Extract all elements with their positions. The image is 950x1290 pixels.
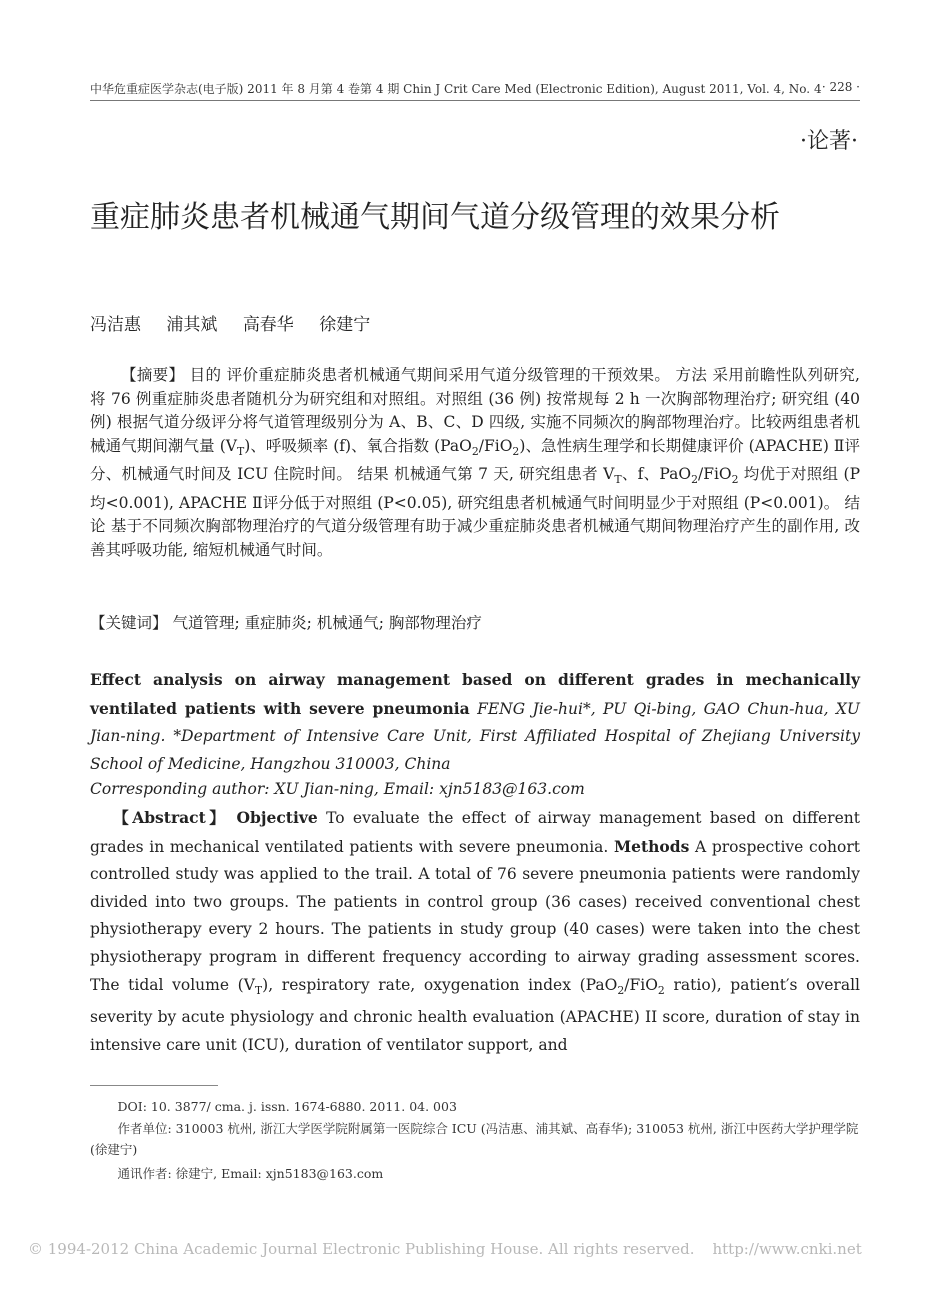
author-name: 浦其斌	[166, 315, 218, 335]
footnote-correspondence: 通讯作者: 徐建宁, Email: xjn5183@163.com	[117, 1166, 384, 1181]
english-title: Effect analysis on airway management based on different grades in mechanically ventilated patients with severe pneumonia	[90, 670, 860, 718]
methods-en-text: A prospective cohort controlled study was applied to the trail. A total of 76 severe pneumonia patients were randomly divided into two groups. The patients in control group (36 cases) received conventional chest physiotherapy every 2 hours. The patients in study group (40 cases) were taken into the chest physiotherapy program in different frequency according to airway grading assessment scores. The tidal volume (V	[90, 837, 860, 994]
conclusion-label: 结论	[90, 493, 860, 536]
footnote-rule	[90, 1085, 218, 1086]
keywords-label: 【关键词】	[90, 614, 168, 632]
subscript: 2	[617, 983, 625, 997]
keywords-zh	[90, 612, 860, 636]
running-head	[90, 80, 860, 97]
author-name: 高春华	[242, 315, 294, 335]
section-label: ·论著·	[800, 129, 858, 154]
author-list	[90, 310, 390, 335]
methods-en-text: ), respiratory rate, oxygenation index (PaO	[262, 975, 618, 994]
methods-en-label: Methods	[613, 836, 690, 856]
results-label: 结果	[357, 465, 389, 484]
abstract-en	[90, 804, 860, 1059]
results-text: 均优于对照组 (P 均<0.001), APACHE Ⅱ评分低于对照组 (P<0.05), 研究组患者机械通气时间明显少于对照组 (P<0.001)。	[90, 465, 860, 512]
article-title: 重症肺炎患者机械通气期间气道分级管理的效果分析	[90, 200, 780, 235]
english-title-block	[90, 666, 860, 778]
english-affiliation: *Department of Intensive Care Unit, First Affiliated Hospital of Zhejiang University School of Medicine, Hangzhou 310003, China	[90, 727, 860, 773]
objective-en-label: Objective	[236, 808, 318, 827]
methods-en-text: ratio), patient′s overall severity by acute physiology and chronic health evaluation (APACHE) II score, duration of stay in intensive care unit (ICU), duration of ventilator support, and	[90, 975, 860, 1054]
subscript: 2	[471, 444, 479, 458]
footnote-affiliation: 作者单位: 310003 杭州, 浙江大学医学院附属第一医院综合 ICU (冯洁惠、浦其斌、高春华); 310053 杭州, 浙江中医药大学护理学院 (徐建宁)	[90, 1121, 859, 1157]
abstract-en-label: 【Abstract】	[113, 808, 229, 827]
english-authors: FENG Jie-hui*, PU Qi-bing, GAO Chun-hua, XU Jian-ning.	[90, 699, 860, 746]
subscript: 2	[731, 473, 739, 487]
methods-text: 采用前瞻性队列研究, 将 76 例重症肺炎患者随机分为研究组和对照组。对照组 (36 例) 按常规每 2 h 一次胸部物理治疗; 研究组 (40 例) 根据气道分级评分将气道管理级别分为 A、B、C、D 四级, 实施不同频次的胸部物理治疗。比较两组患者机械通气期间潮气量 (V	[90, 366, 860, 455]
running-head-text: 中华危重症医学杂志(电子版) 2011 年 8 月第 4 卷第 4 期 Chin J Crit Care Med (Electronic Edition), August 2011, Vol. 4, No. 4	[90, 82, 822, 96]
methods-text: )、呼吸频率 (f)、氧合指数 (PaO	[244, 436, 472, 455]
cnki-url[interactable]: http://www.cnki.net	[712, 1240, 862, 1258]
methods-label: 方法	[675, 366, 708, 384]
page-number: · 228 ·	[821, 80, 860, 94]
subscript: 2	[512, 444, 520, 458]
footnote-doi: DOI: 10. 3877/ cma. j. issn. 1674-6880. 2011. 04. 003	[117, 1099, 457, 1114]
objective-en-text: To evaluate the effect of airway management based on different grades in mechanical ventilated patients with severe pneumonia.	[90, 809, 860, 856]
copyright-text: © 1994-2012 China Academic Journal Electronic Publishing House. All rights reserved.	[28, 1240, 695, 1258]
results-text: /FiO	[697, 465, 732, 484]
author-name: 冯洁惠	[90, 315, 141, 335]
subscript: 2	[691, 473, 698, 487]
methods-text: )、急性病生理学和长期健康评价 (APACHE) Ⅱ评分、机械通气时间及 ICU 住院时间。	[90, 436, 860, 484]
abstract-zh	[90, 364, 860, 562]
corresponding-author: Corresponding author: XU Jian-ning, Email: xjn5183@163.com	[90, 780, 585, 798]
header-rule	[90, 100, 860, 101]
objective-text: 评价重症肺炎患者机械通气期间采用气道分级管理的干预效果。	[226, 366, 671, 384]
results-text: 机械通气第 7 天, 研究组患者 V	[394, 465, 615, 484]
author-name: 徐建宁	[319, 315, 371, 335]
keywords-text: 气道管理; 重症肺炎; 机械通气; 胸部物理治疗	[172, 614, 482, 632]
subscript: T	[236, 444, 245, 458]
results-text: 、f、PaO	[621, 465, 692, 484]
abstract-label: 【摘要】	[121, 366, 185, 384]
objective-label: 目的	[189, 366, 222, 384]
subscript: T	[614, 473, 622, 487]
conclusion-text: 基于不同频次胸部物理治疗的气道分级管理有助于减少重症肺炎患者机械通气期间物理治疗产生的副作用, 改善其呼吸功能, 缩短机械通气时间。	[90, 517, 860, 559]
copyright-watermark	[28, 1240, 928, 1258]
subscript: 2	[657, 983, 665, 997]
methods-text: /FiO	[478, 436, 513, 455]
subscript: T	[254, 983, 263, 997]
methods-en-text: /FiO	[624, 975, 658, 994]
